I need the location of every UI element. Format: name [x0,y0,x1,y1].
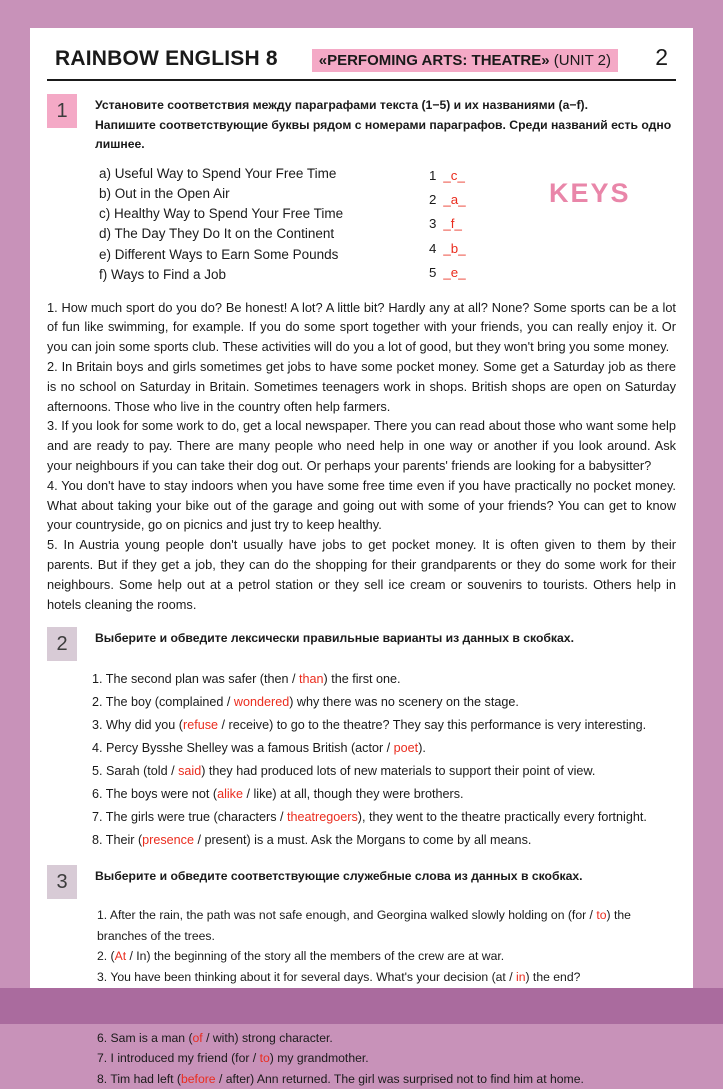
exercise-item: 3. You have been thinking about it for several days. What's your decision (at / in) the end? [97,969,581,984]
answer-number: 2 [429,191,437,207]
option-item: e) Different Ways to Earn Some Pounds [99,246,339,262]
paragraph: 4. You don't have to stay indoors when you have some free time even if you have practically no pocket money. What about taking your bike out of the garage and going out with some of your friends? You can get to know your countryside, go on picnics and just try to keep healthy. [47,477,676,533]
answer-number: 4 [429,240,437,256]
answers-list [429,164,501,286]
exercise-1-instructions-line2: Напишите соответствующие буквы рядом с номерами параграфов. Среди названий есть одно лишнее. [95,117,672,152]
exercise-item: 3. Why did you (refuse / receive) to go to the theatre? They say this performance is very interesting. [92,718,647,733]
option-item: c) Healthy Way to Spend Your Free Time [99,206,344,222]
option-item: a) Useful Way to Spend Your Free Time [99,165,337,181]
reading-paragraphs [47,298,676,615]
paragraph: 3. If you look for some work to do, get a local newspaper. There you can read about those who want some help and are ready to pay. There are many people who need help in one way or another if you look around. Ask your neighbours if you can take their dog out. Or perhaps your parents' friends are looking for a babysitter? [47,418,676,473]
matching-block [47,164,676,286]
exercise-1-number: 1 [47,94,77,128]
exercise-2-head [47,626,676,661]
answer-letter: _b_ [443,240,466,256]
paragraph: 2. In Britain boys and girls sometimes get jobs to have some pocket money. Some get a Saturday job as there is no school on Saturday in Britain. Sometimes teenagers work in shops. British shops are open on Saturday afternoons. Those who live in the country often help farmers. [47,358,676,414]
keys-label: KEYS [549,177,631,208]
exercise-3-instructions: Выберите и обведите соответствующие служебные слова из данных в скобках. [95,869,583,884]
answer-item [429,188,501,212]
exercise-item: 6. Sam is a man (of / with) strong character. [97,1030,333,1045]
exercise-3-number: 3 [47,865,77,899]
exercise-item: 7. I introduced my friend (for / to) my grandmother. [97,1051,369,1066]
footer-bar [0,988,723,1024]
answer-item [429,261,501,285]
options-list [99,164,429,286]
exercise-2-instructions: Выберите и обведите лексически правильные варианты из данных в скобках. [95,631,574,646]
exercise-item: 1. After the rain, the path was not safe enough, and Georgina walked slowly holding on (for / to) the branches of the trees. [97,908,631,943]
exercise-1-instructions [95,93,676,155]
exercise-2 [47,626,676,852]
exercise-item: 5. Sarah (told / said) they had produced lots of new materials to support their point of view. [92,764,596,779]
option-item: d) The Day They Do It on the Continent [99,226,335,242]
exercise-item: 8. Tim had left (before / after) Ann returned. The girl was surprised not to find him at home. [97,1071,584,1086]
unit-subtitle-number: (UNIT 2) [549,52,612,69]
exercise-3 [47,864,676,1089]
answer-number: 5 [429,265,437,281]
answer-letter: _f_ [443,216,462,232]
exercise-2-items [47,668,676,852]
answer-item [429,212,501,236]
exercise-item: 1. The second plan was safer (then / than) the first one. [92,672,401,687]
exercise-1-head [47,93,676,155]
exercise-2-number: 2 [47,627,77,661]
exercise-1 [47,93,676,614]
exercise-3-head [47,864,676,899]
exercise-item: 8. Their (presence / present) is a must. Ask the Morgans to come by all means. [92,833,532,848]
answer-letter: _e_ [443,265,466,281]
answer-letter: _a_ [443,191,466,207]
answer-item [429,237,501,261]
paragraph: 5. In Austria young people don't usually have jobs to get pocket money. It is often given to them by their parents. But if they get a job, they can do the shopping for their grandparents or they do some work for their neighbours. Some help out at a petrol station or they sell ice cream or souvenirs to tourists. Others help in hotels cleaning the rooms. [47,537,676,612]
answer-number: 3 [429,216,437,232]
paragraph: 1. How much sport do you do? Be honest! A lot? A little bit? Hardly any at all? None? Some sports can be a lot of fun like swimming, for example. If you do some sport together with your friends, you can really enjoy it. Or you can join some sports club. These activities will do you a lot of good, but they won't bring you some money. [47,299,676,355]
option-item: f) Ways to Find a Job [99,267,227,283]
page-number: 2 [655,44,668,70]
workbook-title: RAINBOW ENGLISH 8 [55,47,278,70]
answer-number: 1 [429,167,437,183]
answer-letter: _c_ [443,167,465,183]
unit-subtitle-main: «PERFOMING ARTS: THEATRE» [318,52,550,69]
header-divider [47,79,676,81]
unit-subtitle [312,49,618,72]
exercise-item: 2. (At / In) the beginning of the story all the members of the crew are at war. [97,949,505,964]
answer-item [429,164,501,188]
worksheet-page [30,28,693,1086]
exercise-item: 7. The girls were true (characters / theatregoers), they went to the theatre practically every fortnight. [92,810,647,825]
option-item: b) Out in the Open Air [99,185,230,201]
exercise-1-instructions-line1: Установите соответствия между параграфами текста (1−5) и их названиями (a−f). [95,98,588,112]
exercise-item: 6. The boys were not (alike / like) at all, though they were brothers. [92,787,464,802]
header [47,44,676,72]
exercise-item: 4. Percy Bysshe Shelley was a famous British (actor / poet). [92,741,426,756]
exercise-item: 2. The boy (complained / wondered) why there was no scenery on the stage. [92,695,519,710]
